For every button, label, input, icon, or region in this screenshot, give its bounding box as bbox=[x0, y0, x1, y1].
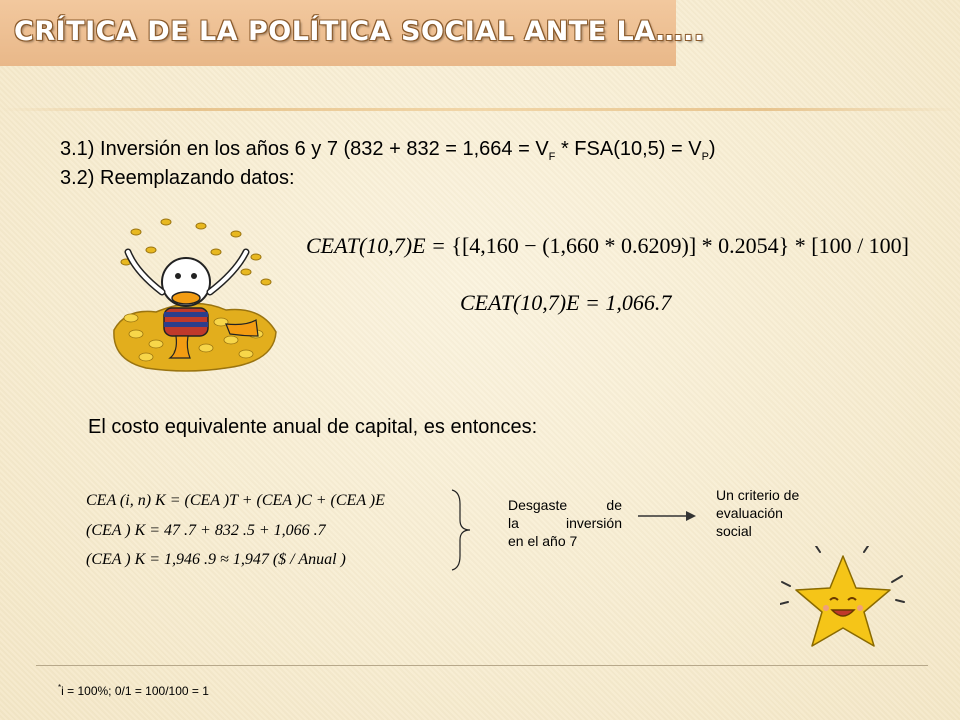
note-desgaste bbox=[508, 496, 622, 550]
equation-ceat-expansion bbox=[306, 233, 909, 259]
page-title: CRÍTICA DE LA POLÍTICA SOCIAL ANTE LA….. bbox=[14, 16, 705, 47]
equation-ceat-lhs: CEAT(10,7)E = bbox=[306, 233, 452, 258]
duck-in-coins-icon bbox=[106, 212, 282, 374]
footnote-marker: * bbox=[58, 683, 62, 692]
footer-divider bbox=[36, 665, 928, 666]
note-criterio-line-3: social bbox=[716, 523, 752, 539]
note-criterio-line-2: evaluación bbox=[716, 505, 783, 521]
note-desgaste-line-1: Desgaste de bbox=[508, 497, 622, 513]
note-desgaste-line-2: la inversión bbox=[508, 515, 622, 531]
line-inversion-part1: 3.1) Inversión en los años 6 y 7 (832 + 832 = 1,664 = V bbox=[60, 138, 549, 160]
arrow-right-icon bbox=[636, 508, 700, 524]
equation-ceat-body: {[4,160 − (1,660 * 0.6209)] * 0.2054} * [100 / 100] bbox=[451, 233, 910, 258]
subscript-f: F bbox=[548, 151, 556, 163]
note-desgaste-line-3: en el año 7 bbox=[508, 533, 578, 549]
footnote-text: i = 100%; 0/1 = 100/100 = 1 bbox=[61, 684, 209, 698]
statement-costo-equivalente: El costo equivalente anual de capital, es entonces: bbox=[88, 416, 538, 438]
title-divider bbox=[0, 108, 960, 111]
brace-icon bbox=[448, 488, 478, 572]
equation-cea-total: (CEA ) K = 1,946 .9 ≈ 1,947 ($ / Anual ) bbox=[86, 551, 346, 568]
equation-ceat-result: CEAT(10,7)E = 1,066.7 bbox=[460, 290, 672, 315]
smiling-star-icon bbox=[780, 546, 906, 662]
equation-cea-definition: CEA (i, n) K = (CEA )T + (CEA )C + (CEA )E bbox=[86, 492, 385, 509]
subscript-p: P bbox=[701, 151, 709, 163]
note-criterio-line-1: Un criterio de bbox=[716, 487, 800, 503]
line-reemplazando: 3.2) Reemplazando datos: bbox=[60, 167, 295, 189]
line-inversion-part2: * FSA(10,5) = V bbox=[555, 138, 702, 160]
note-criterio bbox=[716, 486, 846, 540]
line-inversion-part3: ) bbox=[708, 138, 716, 160]
equation-cea-sum: (CEA ) K = 47 .7 + 832 .5 + 1,066 .7 bbox=[86, 522, 326, 539]
line-inversion bbox=[60, 138, 716, 163]
footnote bbox=[58, 683, 209, 698]
